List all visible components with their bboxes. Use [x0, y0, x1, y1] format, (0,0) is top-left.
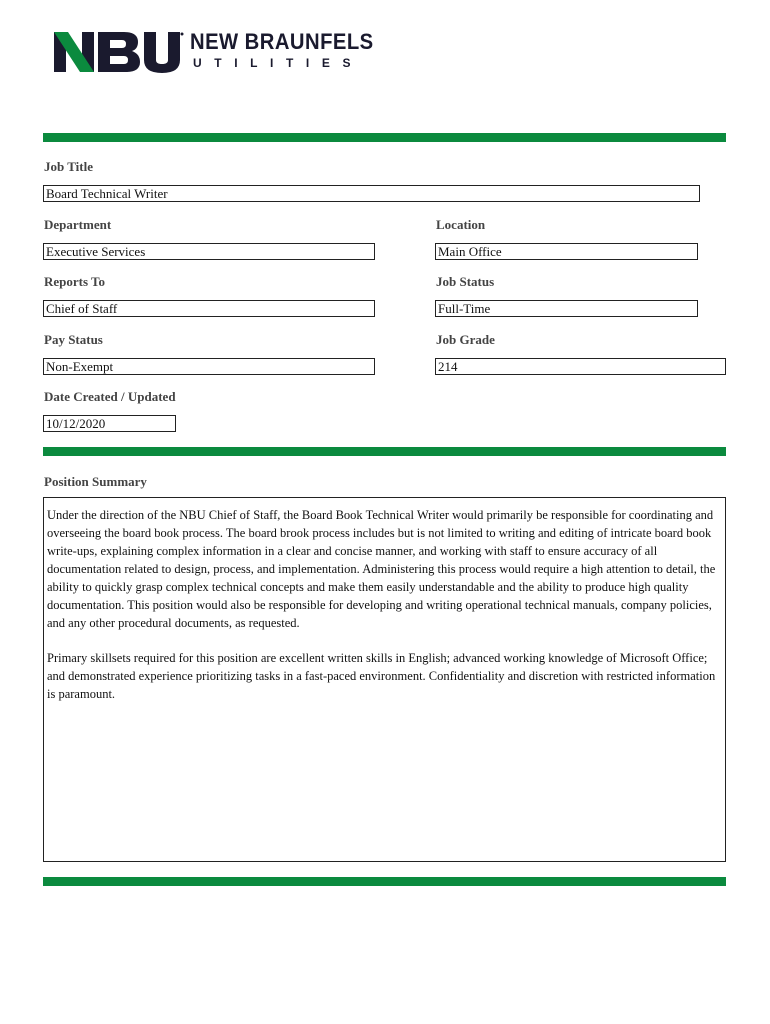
nbu-logo — [52, 29, 374, 74]
position-summary-label: Position Summary — [44, 474, 147, 489]
reports-to-label: Reports To — [44, 274, 106, 289]
reports-to-field[interactable]: Chief of Staff — [43, 300, 375, 317]
job-grade-label: Job Grade — [436, 332, 495, 347]
pay-status-field[interactable]: Non-Exempt — [43, 358, 375, 375]
date-field[interactable]: 10/12/2020 — [43, 415, 176, 432]
location-field[interactable]: Main Office — [435, 243, 698, 260]
department-field[interactable]: Executive Services — [43, 243, 375, 260]
job-title-label: Job Title — [44, 159, 94, 174]
date-label: Date Created / Updated — [44, 389, 176, 404]
job-title-field[interactable]: Board Technical Writer — [43, 185, 700, 202]
location-label: Location — [436, 217, 486, 232]
pay-status-label: Pay Status — [44, 332, 103, 347]
department-label: Department — [44, 217, 112, 232]
job-grade-field[interactable]: 214 — [435, 358, 726, 375]
nbu-logo-mark — [52, 30, 184, 74]
logo-company-name: NEW BRAUNFELS — [190, 29, 374, 54]
summary-paragraph-1: Under the direction of the NBU Chief of Staff, the Board Book Technical Writer would primarily be responsible for coordinating and overseeing the board book process. The board brook process includes but is not limited to writing and editing of intricate board book write-ups, explaining complex information in a clear and concise manner, and working with staff to ensure accuracy of all documentation related to design, process, and implementation. Administering this process would require a high attention to detail, the ability to quickly grasp complex technical concepts and make them easily understandable and the ability to produce high quality documentation. This position would also be responsible for developing and writing operational technical manuals, company policies, and any other procedural documents, as requested. — [47, 508, 716, 630]
logo-company-sub: UTILITIES — [193, 56, 364, 70]
middle-divider — [43, 447, 726, 456]
job-status-field[interactable]: Full-Time — [435, 300, 698, 317]
bottom-divider — [43, 877, 726, 886]
top-divider — [43, 133, 726, 142]
position-summary-box[interactable] — [43, 497, 726, 862]
summary-paragraph-2: Primary skillsets required for this position are excellent written skills in English; advanced working knowledge of Microsoft Office; and demonstrated experience prioritizing tasks in a fast-paced environment. Confidentiality and discretion with restricted information is paramount. — [47, 651, 716, 701]
job-status-label: Job Status — [436, 274, 495, 289]
